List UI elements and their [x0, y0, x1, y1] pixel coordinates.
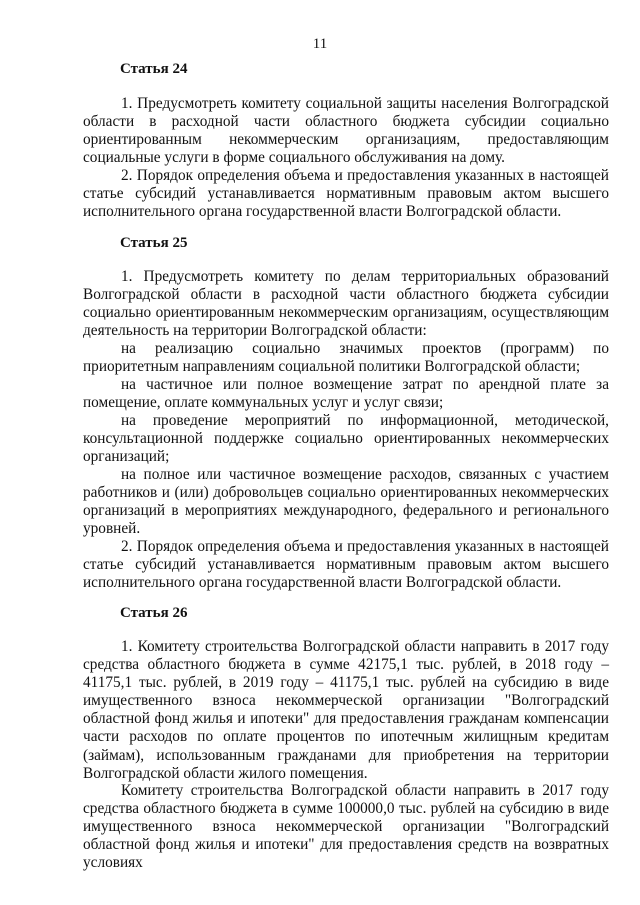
article-26-paragraph-2: Комитету строительства Волгоградской области направить в 2017 году средства областного бюджета в сумме 100000,0 тыс. рублей на субсидию в виде имущественного взноса некоммерческой организации "Волгоградский областной фонд жилья и ипотеки" для предоставления средств на возвратных условиях	[83, 782, 609, 872]
article-26-paragraph-1: 1. Комитету строительства Волгоградской области направить в 2017 году средства областного бюджета в сумме 42175,1 тыс. рублей, в 2018 году – 41175,1 тыс. рублей, в 2019 году – 41175,1 тыс. рублей на субсидию в виде имущественного взноса некоммерческой организации "Волгоградский областной фонд жилья и ипотеки" для предоставления гражданам компенсации части расходов по оплате процентов по ипотечным жилищным кредитам (займам), использованным гражданами для приобретения на территории Волгоградской области жилого помещения.	[83, 638, 609, 782]
page-number: 11	[312, 36, 328, 52]
article-25-item-support: на проведение мероприятий по информационной, методической, консультационной поддержке социально ориентированных некоммерческих организаций;	[83, 412, 609, 466]
article-25-paragraph-2: 2. Порядок определения объема и предоставления указанных в настоящей статье субсидий устанавливается нормативным правовым актом высшего исполнительного органа государственной власти Волгоградской области.	[83, 538, 609, 592]
article-26-heading: Статья 26	[120, 605, 188, 621]
article-25-paragraph-1: 1. Предусмотреть комитету по делам территориальных образований Волгоградской области в расходной части областного бюджета субсидии социально ориентированным некоммерческим организациям, осуществляющим деятельность на территории Волгоградской области:	[83, 268, 609, 340]
article-24-paragraph-1: 1. Предусмотреть комитету социальной защиты населения Волгоградской области в расходной части областного бюджета субсидии социально ориентированным некоммерческим организациям, предоставляющим социальные услуги в форме социального обслуживания на дому.	[83, 95, 609, 167]
article-25-item-rent: на частичное или полное возмещение затрат по арендной плате за помещение, оплате коммунальных услуг и услуг связи;	[83, 376, 609, 412]
article-25-item-participation: на полное или частичное возмещение расходов, связанных с участием работников и (или) добровольцев социально ориентированных некоммерческих организаций в мероприятиях международного, федерального и регионального уровней.	[83, 466, 609, 538]
article-24-heading: Статья 24	[120, 61, 188, 77]
article-25-item-projects: на реализацию социально значимых проектов (программ) по приоритетным направлениям социальной политики Волгоградской области;	[83, 340, 609, 376]
article-25-heading: Статья 25	[120, 235, 188, 251]
article-24-paragraph-2: 2. Порядок определения объема и предоставления указанных в настоящей статье субсидий устанавливается нормативным правовым актом высшего исполнительного органа государственной власти Волгоградской области.	[83, 167, 609, 221]
